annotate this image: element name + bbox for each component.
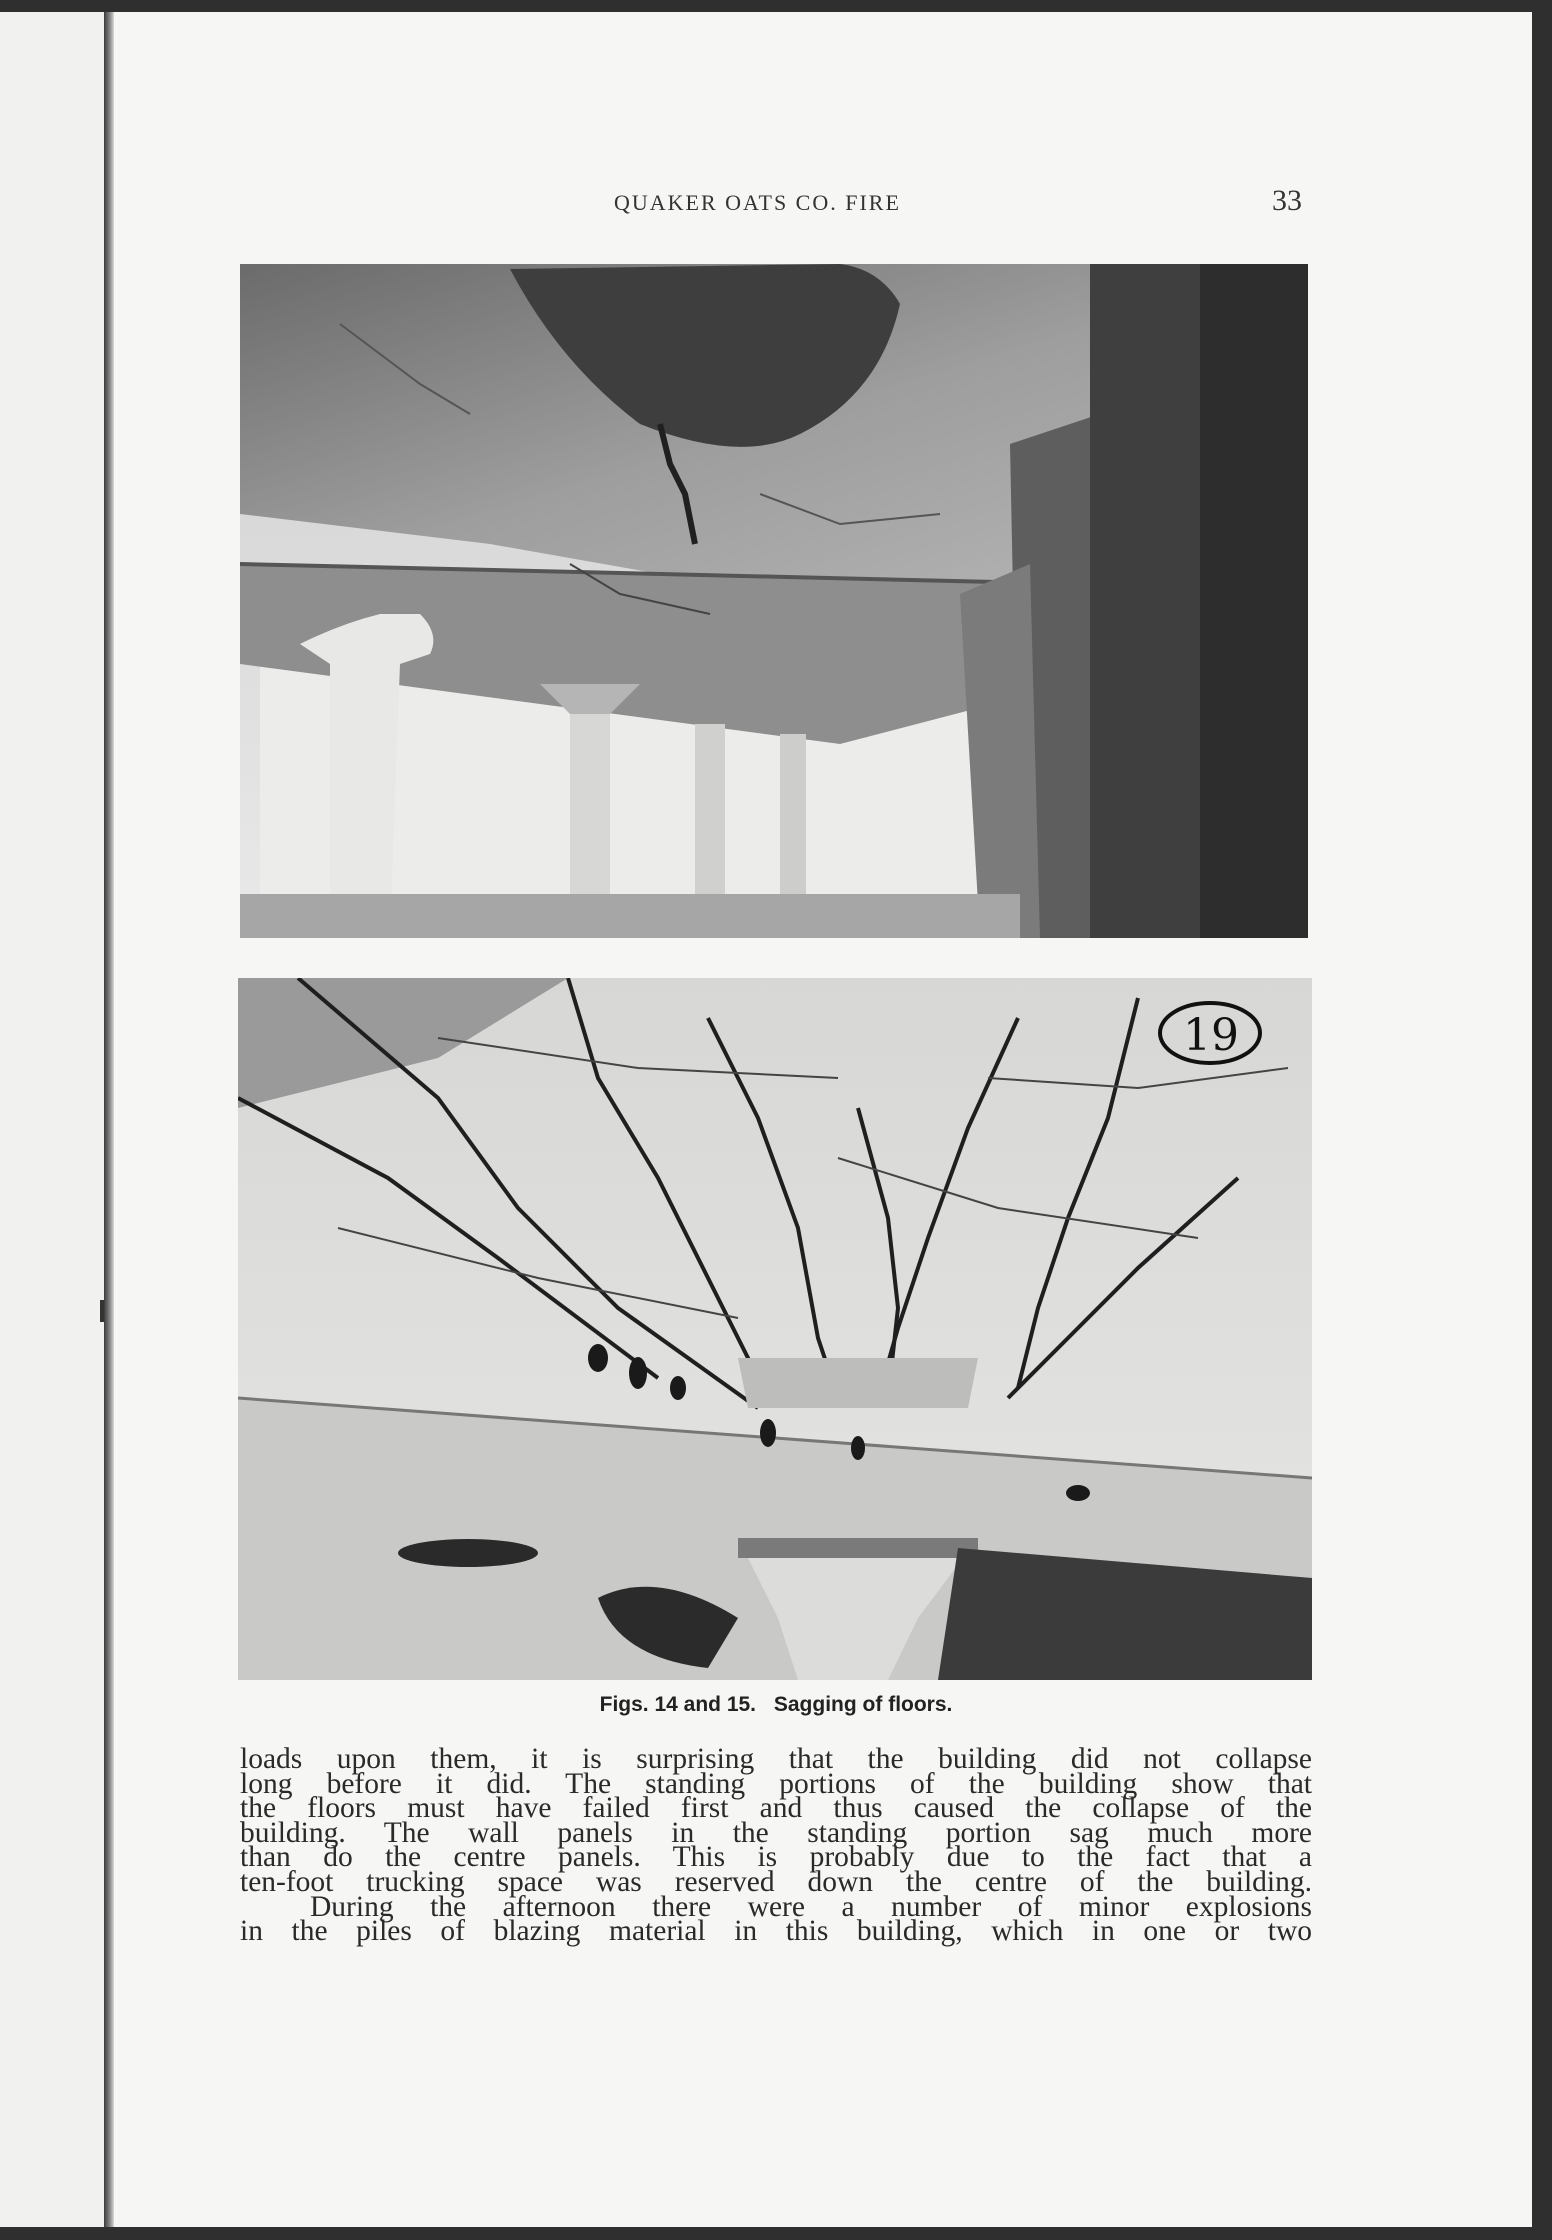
scan-border-top xyxy=(0,0,1552,12)
page-number: 33 xyxy=(1272,184,1302,217)
facing-page-edge xyxy=(0,12,104,2227)
body-line: in the piles of blazing material in this building, which in one or two xyxy=(240,1915,1312,1948)
body-line: loads upon them, it is surprising that the building did not collapse xyxy=(240,1743,1312,1775)
body-line: building. The wall panels in the standing portion sag much more xyxy=(240,1816,1312,1849)
body-line: the floors must have failed first and thus caused the collapse of the xyxy=(240,1792,1312,1825)
body-paragraphs xyxy=(240,1743,1312,1948)
caption-figure-numbers: Figs. 14 and 15. xyxy=(599,1693,757,1716)
body-line: than do the centre panels. This is probably due to the fact that a xyxy=(240,1841,1312,1874)
handwritten-annotation: 19 xyxy=(1183,1010,1239,1061)
running-head: QUAKER OATS CO. FIRE xyxy=(614,190,901,215)
scan-border-bottom xyxy=(0,2227,1552,2240)
body-line: During the afternoon there were a number of minor explosions xyxy=(310,1890,1312,1923)
figure-15-photo xyxy=(238,978,1312,1680)
page-edge-mark xyxy=(100,1300,104,1322)
book-gutter xyxy=(104,12,114,2227)
body-line: long before it did. The standing portions of the building show that xyxy=(240,1767,1312,1800)
figure-14-photo xyxy=(240,264,1308,938)
scan-border-right xyxy=(1532,12,1552,2240)
caption-title: Sagging of floors. xyxy=(773,1693,953,1716)
figure-caption xyxy=(0,1693,1552,1717)
body-line: ten-foot trucking space was reserved down the centre of the building. xyxy=(240,1865,1312,1898)
